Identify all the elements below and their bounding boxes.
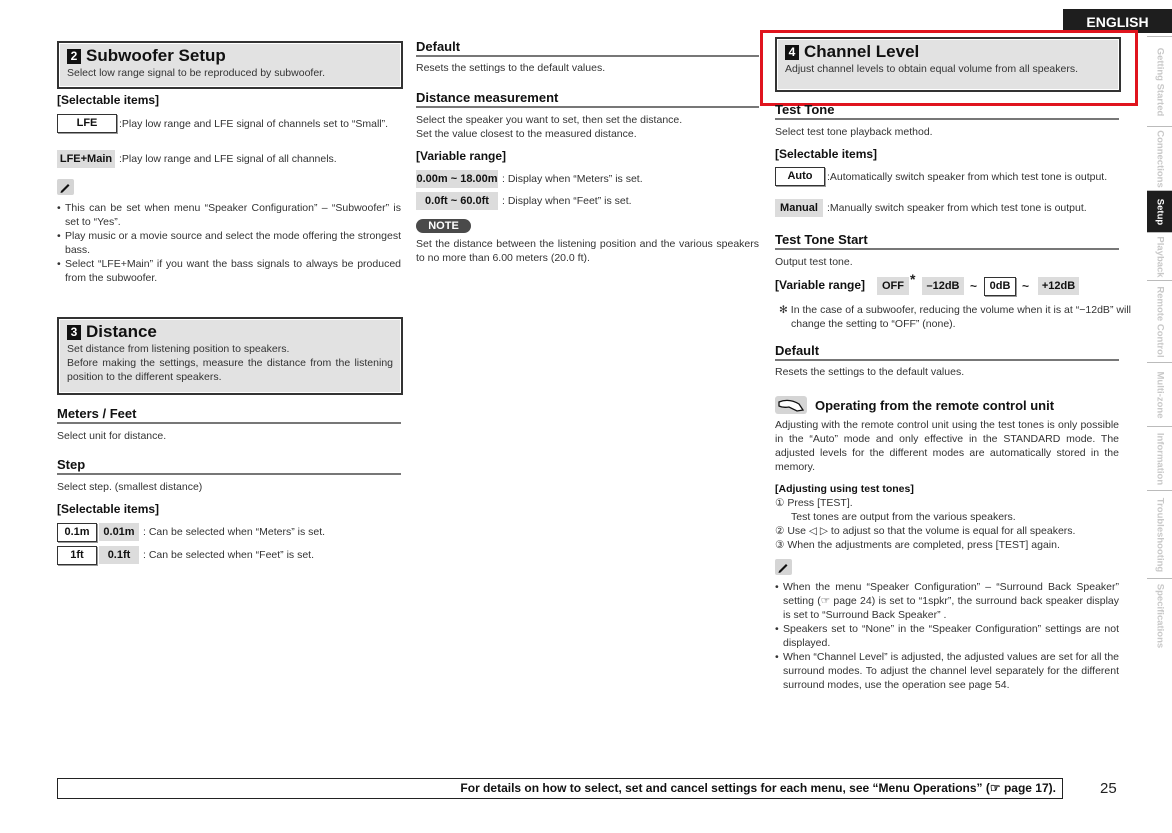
asterisk-mark: * [910, 271, 916, 287]
meters-feet-heading: Meters / Feet [57, 406, 401, 424]
lfe-main-description: :Play low range and LFE signal of all channels. [119, 153, 337, 165]
section-title: Channel Level [804, 42, 920, 61]
distance-measurement-heading: Distance measurement [416, 90, 759, 108]
step-1: ① Press [TEST]. [775, 497, 853, 509]
note-text: Set the distance between the listening position and the various speakers to no more than 6.00 meters (20.0 ft). [416, 238, 759, 264]
section-description: Adjust channel levels to obtain equal volume from all speakers. [785, 63, 1078, 75]
feet-range-desc: : Display when “Feet” is set. [502, 195, 632, 207]
note-item: • When the menu “Speaker Configuration” – “Surround Back Speaker” setting (☞ page 24) is set to “1spkr”, the surround back speaker display is set to “Surround Back Speaker” . [775, 580, 1119, 622]
remote-heading: Operating from the remote control unit [815, 398, 1055, 413]
section-title: Distance [86, 322, 157, 341]
pencil-icon [775, 559, 792, 575]
subwoofer-footnote: ✻ In the case of a subwoofer, reducing the volume when it is at “−12dB” will change the setting to “OFF” (none). [779, 304, 1131, 330]
note-item: • Select “LFE+Main” if you want the bass signals to always be produced from the subwoofer. [57, 257, 401, 285]
section-number: 4 [785, 45, 799, 60]
step-meters-desc: : Can be selected when “Meters” is set. [143, 526, 326, 538]
auto-chip: Auto [775, 167, 825, 186]
lfe-main-chip: LFE+Main [57, 150, 115, 168]
step-0.1m-chip: 0.1m [57, 523, 97, 542]
meters-feet-text: Select unit for distance. [57, 430, 167, 442]
subwoofer-notes [57, 201, 401, 285]
tab-information[interactable]: Information [1147, 426, 1172, 491]
feet-range-chip: 0.0ft ~ 60.0ft [416, 192, 498, 210]
tab-getting-started[interactable]: Getting Started [1147, 36, 1172, 127]
note-item: • Speakers set to “None” in the “Speaker Configuration” settings are not displayed. [775, 622, 1119, 650]
lfe-chip: LFE [57, 114, 117, 133]
lfe-description: :Play low range and LFE signal of channels set to “Small”. [119, 118, 389, 130]
remote-control-icon [775, 396, 807, 414]
range-tilde: ~ [970, 279, 978, 293]
step-feet-desc: : Can be selected when “Feet” is set. [143, 549, 314, 561]
tab-multi-zone[interactable]: Multi-zone [1147, 362, 1172, 427]
section-number: 2 [67, 49, 81, 64]
remote-text: Adjusting with the remote control unit using the test tones is only possible in the “Auto” mode and only effective in the STANDARD mode. The adjusted levels for the different modes are automatically stored in the memory. [775, 419, 1119, 473]
distance-box [57, 317, 403, 395]
note-badge: NOTE [416, 219, 471, 233]
step-0.1ft-chip: 0.1ft [99, 546, 139, 564]
default-text-2: Resets the settings to the default values. [775, 366, 965, 378]
step-1ft-chip: 1ft [57, 546, 97, 565]
tts-variable-range-label: [Variable range] [775, 278, 866, 292]
step-3: ③ When the adjustments are completed, press [TEST] again. [775, 539, 1060, 551]
meters-range-desc: : Display when “Meters” is set. [502, 173, 643, 185]
pencil-icon [57, 179, 74, 195]
section-description: Set distance from listening position to speakers. Before making the settings, measure the distance from the listening position to the different speakers. [67, 343, 393, 383]
subwoofer-setup-box [57, 41, 403, 89]
meters-range-chip: 0.00m ~ 18.00m [416, 170, 498, 188]
section-description: Select low range signal to be reproduced by subwoofer. [67, 67, 325, 79]
manual-chip: Manual [775, 199, 823, 217]
step-1-detail: Test tones are output from the various speakers. [791, 511, 1016, 523]
footer-bar [57, 778, 1063, 799]
tab-playback[interactable]: Playback [1147, 232, 1172, 281]
step-0.01m-chip: 0.01m [99, 523, 139, 541]
test-tone-heading: Test Tone [775, 102, 1119, 120]
tab-troubleshooting[interactable]: Troubleshooting [1147, 490, 1172, 579]
tab-connections[interactable]: Connections [1147, 126, 1172, 191]
tab-remote-control[interactable]: Remote Control [1147, 280, 1172, 363]
step-heading: Step [57, 457, 401, 475]
test-tone-start-text: Output test tone. [775, 256, 853, 268]
distance-measurement-text: Select the speaker you want to set, then set the distance. Set the value closest to the measured distance. [416, 114, 683, 140]
range-tilde: ~ [1022, 279, 1030, 293]
plus-12db-chip: +12dB [1038, 277, 1079, 295]
default-text: Resets the settings to the default values. [416, 62, 606, 74]
default-heading-2: Default [775, 343, 1119, 361]
test-tone-start-heading: Test Tone Start [775, 232, 1119, 250]
adjusting-heading: [Adjusting using test tones] [775, 483, 914, 495]
highlight-frame [760, 30, 1138, 106]
step-text: Select step. (smallest distance) [57, 481, 203, 493]
note-item: • Play music or a movie source and select the mode offering the strongest bass. [57, 229, 401, 257]
section-number: 3 [67, 325, 81, 340]
zero-db-chip: 0dB [984, 277, 1016, 296]
auto-description: :Automatically switch speaker from which test tone is output. [827, 171, 1108, 183]
tab-specifications[interactable]: Specifications [1147, 578, 1172, 653]
test-tone-text: Select test tone playback method. [775, 126, 933, 138]
language-tab: ENGLISH [1063, 9, 1172, 33]
note-item: • This can be set when menu “Speaker Configuration” – “Subwoofer” is set to “Yes”. [57, 201, 401, 229]
manual-description: :Manually switch speaker from which test tone is output. [827, 202, 1087, 214]
section-title: Subwoofer Setup [86, 46, 226, 65]
page-number: 25 [1100, 780, 1117, 797]
minus-12db-chip: –12dB [922, 277, 964, 295]
selectable-items-label: [Selectable items] [57, 93, 160, 107]
variable-range-label: [Variable range] [416, 149, 507, 163]
tab-setup[interactable]: Setup [1147, 190, 1172, 233]
channel-notes [775, 580, 1119, 692]
default-heading: Default [416, 39, 759, 57]
off-chip: OFF [877, 277, 909, 295]
step-2: ② Use ◁ ▷ to adjust so that the volume is equal for all speakers. [775, 525, 1076, 537]
step-selectable-label: [Selectable items] [57, 502, 160, 516]
test-tone-selectable-label: [Selectable items] [775, 147, 878, 161]
footer-text: For details on how to select, set and cancel settings for each menu, see “Menu Operations” (☞ page 17). [460, 781, 1056, 795]
note-item: • When “Channel Level” is adjusted, the adjusted values are set for all the surround modes. To adjust the channel level separately for the different surround modes, use the operation see page 54. [775, 650, 1119, 692]
